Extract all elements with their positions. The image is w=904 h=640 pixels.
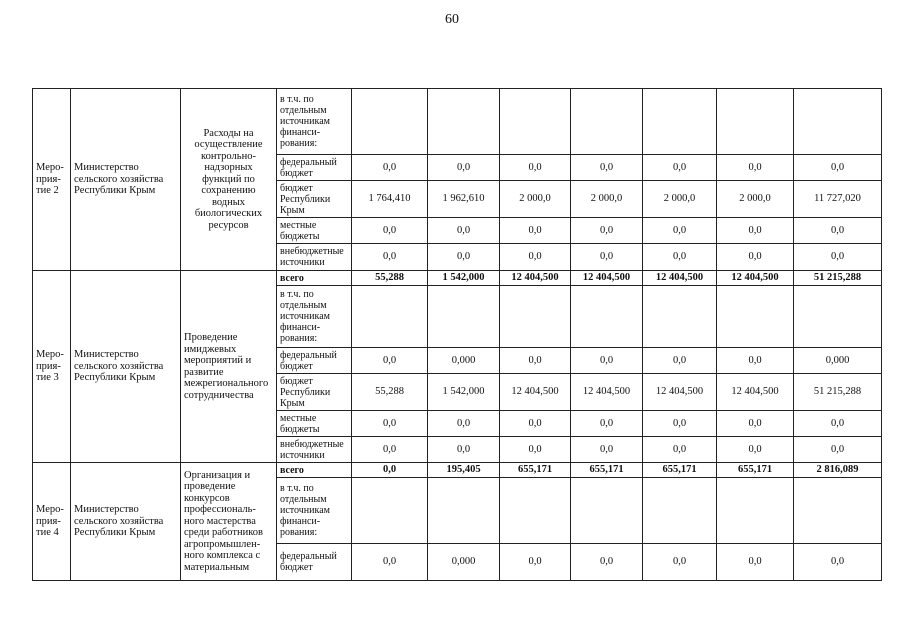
value-cell: 0,0 (571, 218, 643, 244)
empty-cell (500, 89, 571, 155)
empty-cell (571, 478, 643, 544)
value-cell: 0,0 (571, 348, 643, 374)
value-cell: 655,171 (571, 463, 643, 478)
value-cell: 0,0 (352, 348, 428, 374)
value-cell: 0,0 (794, 544, 882, 581)
source-local: местные бюджеты (277, 411, 352, 437)
value-cell: 0,0 (717, 155, 794, 181)
value-cell: 2 816,089 (794, 463, 882, 478)
value-cell: 12 404,500 (571, 271, 643, 286)
value-cell: 0,0 (500, 348, 571, 374)
value-cell: 0,000 (428, 544, 500, 581)
value-cell: 1 764,410 (352, 181, 428, 218)
value-cell: 0,000 (428, 348, 500, 374)
value-cell: 2 000,0 (643, 181, 717, 218)
event-label: Меро-прия-тие 2 (33, 89, 71, 271)
executor-cell: Министерство сельского хозяйства Республики Крым (71, 271, 181, 463)
value-cell: 2 000,0 (571, 181, 643, 218)
table-row (33, 271, 882, 286)
value-cell: 0,0 (643, 411, 717, 437)
value-cell: 0,0 (717, 244, 794, 271)
value-cell: 0,0 (500, 437, 571, 463)
value-cell: 0,0 (428, 244, 500, 271)
value-cell: 11 727,020 (794, 181, 882, 218)
value-cell: 12 404,500 (500, 271, 571, 286)
table-row (33, 463, 882, 478)
value-cell: 195,405 (428, 463, 500, 478)
value-cell: 0,0 (352, 437, 428, 463)
value-cell: 0,0 (500, 155, 571, 181)
value-cell: 0,0 (643, 437, 717, 463)
value-cell: 12 404,500 (500, 374, 571, 411)
value-cell: 12 404,500 (643, 374, 717, 411)
value-cell: 0,0 (717, 544, 794, 581)
source-federal: федеральный бюджет (277, 348, 352, 374)
page-number: 60 (445, 12, 459, 27)
empty-cell (500, 286, 571, 348)
value-cell: 0,0 (643, 155, 717, 181)
value-cell: 0,0 (571, 411, 643, 437)
value-cell: 0,0 (352, 463, 428, 478)
value-cell: 0,0 (794, 244, 882, 271)
value-cell: 655,171 (500, 463, 571, 478)
empty-cell (571, 89, 643, 155)
value-cell: 1 542,000 (428, 271, 500, 286)
value-cell: 0,0 (794, 155, 882, 181)
event-label: Меро-прия-тие 4 (33, 463, 71, 581)
value-cell: 2 000,0 (500, 181, 571, 218)
empty-cell (794, 286, 882, 348)
value-cell: 0,0 (717, 348, 794, 374)
table-row (33, 89, 882, 155)
empty-cell (643, 89, 717, 155)
empty-cell (571, 286, 643, 348)
value-cell: 0,0 (717, 411, 794, 437)
event-label: Меро-прия-тие 3 (33, 271, 71, 463)
value-cell: 0,0 (794, 437, 882, 463)
value-cell: 12 404,500 (717, 271, 794, 286)
value-cell: 0,0 (717, 218, 794, 244)
budget-table (32, 88, 882, 581)
source-extra: внебюджетные источники (277, 437, 352, 463)
value-cell: 0,0 (717, 437, 794, 463)
source-federal: федеральный бюджет (277, 544, 352, 581)
value-cell: 0,0 (352, 155, 428, 181)
source-local: местные бюджеты (277, 218, 352, 244)
value-cell: 55,288 (352, 374, 428, 411)
value-cell: 0,0 (643, 544, 717, 581)
source-extra: внебюджетные источники (277, 244, 352, 271)
empty-cell (643, 478, 717, 544)
empty-cell (428, 286, 500, 348)
value-cell: 12 404,500 (571, 374, 643, 411)
empty-cell (717, 89, 794, 155)
value-cell: 0,0 (643, 244, 717, 271)
source-republic: бюджет Республики Крым (277, 374, 352, 411)
value-cell: 0,0 (352, 218, 428, 244)
value-cell: 12 404,500 (717, 374, 794, 411)
source-incl: в т.ч. по отдельным источникам финанси-рования: (277, 286, 352, 348)
value-cell: 0,0 (428, 437, 500, 463)
value-cell: 0,0 (571, 437, 643, 463)
value-cell: 655,171 (717, 463, 794, 478)
source-republic: бюджет Республики Крым (277, 181, 352, 218)
value-cell: 0,0 (352, 244, 428, 271)
empty-cell (794, 89, 882, 155)
value-cell: 0,0 (643, 348, 717, 374)
empty-cell (717, 478, 794, 544)
empty-cell (428, 89, 500, 155)
value-cell: 655,171 (643, 463, 717, 478)
empty-cell (500, 478, 571, 544)
empty-cell (352, 478, 428, 544)
source-total: всего (277, 463, 352, 478)
executor-cell: Министерство сельского хозяйства Республики Крым (71, 463, 181, 581)
value-cell: 51 215,288 (794, 374, 882, 411)
value-cell: 0,0 (500, 544, 571, 581)
source-federal: федеральный бюджет (277, 155, 352, 181)
value-cell: 0,0 (571, 155, 643, 181)
value-cell: 0,0 (428, 411, 500, 437)
value-cell: 1 962,610 (428, 181, 500, 218)
value-cell: 12 404,500 (643, 271, 717, 286)
value-cell: 51 215,288 (794, 271, 882, 286)
value-cell: 0,0 (643, 218, 717, 244)
value-cell: 0,0 (500, 244, 571, 271)
value-cell: 2 000,0 (717, 181, 794, 218)
empty-cell (428, 478, 500, 544)
value-cell: 0,0 (571, 244, 643, 271)
value-cell: 1 542,000 (428, 374, 500, 411)
value-cell: 0,0 (794, 411, 882, 437)
value-cell: 0,0 (352, 411, 428, 437)
executor-cell: Министерство сельского хозяйства Республики Крым (71, 89, 181, 271)
empty-cell (352, 286, 428, 348)
empty-cell (717, 286, 794, 348)
value-cell: 0,0 (571, 544, 643, 581)
source-incl: в т.ч. по отдельным источникам финанси-рования: (277, 478, 352, 544)
empty-cell (643, 286, 717, 348)
event-name: Организация и проведение конкурсов профессиональ-ного мастерства среди работников агропромышлен-ного комплекса с материальным (181, 463, 277, 581)
source-incl: в т.ч. по отдельным источникам финанси-рования: (277, 89, 352, 155)
value-cell: 0,0 (428, 155, 500, 181)
value-cell: 0,0 (500, 218, 571, 244)
value-cell: 55,288 (352, 271, 428, 286)
empty-cell (794, 478, 882, 544)
value-cell: 0,0 (352, 544, 428, 581)
empty-cell (352, 89, 428, 155)
value-cell: 0,0 (500, 411, 571, 437)
event-name: Проведение имиджевых мероприятий и развитие межрегионального сотрудничества (181, 271, 277, 463)
event-name: Расходы на осуществление контрольно-надзорных функций по сохранению водных биологических ресурсов (181, 89, 277, 271)
value-cell: 0,0 (794, 218, 882, 244)
value-cell: 0,0 (428, 218, 500, 244)
source-total: всего (277, 271, 352, 286)
value-cell: 0,000 (794, 348, 882, 374)
